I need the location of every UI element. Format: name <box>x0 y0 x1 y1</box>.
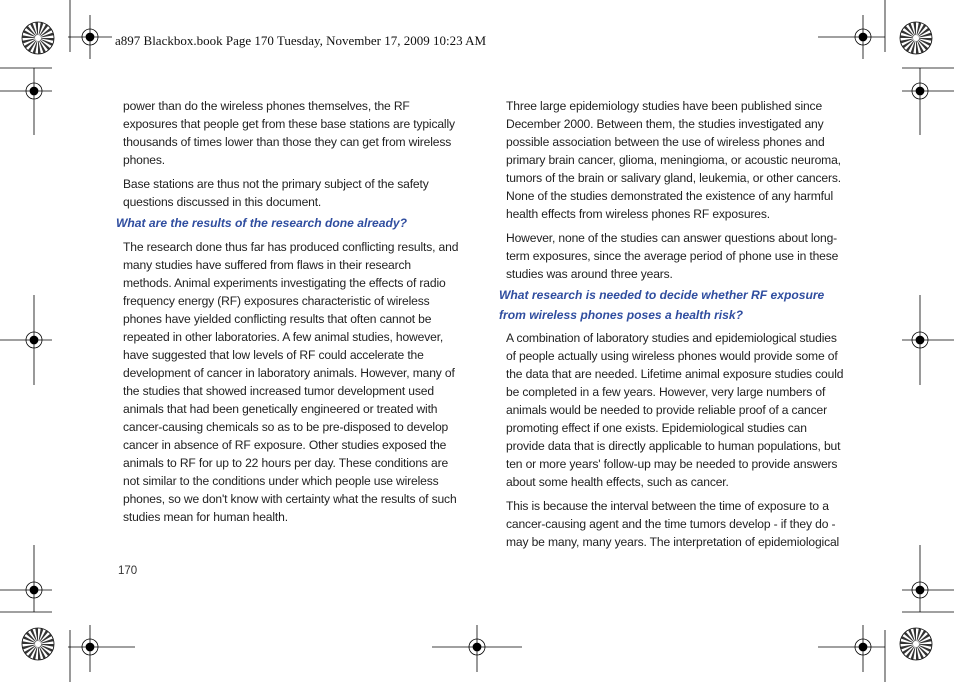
crosshair-mark <box>902 545 954 612</box>
page-number: 170 <box>118 565 138 577</box>
section-question-heading: What research is needed to decide whether RF exposure from wireless phones poses a health risk? <box>499 288 825 322</box>
crosshair-mark <box>68 625 135 682</box>
left-column <box>116 97 461 532</box>
sunburst-target-mark <box>22 22 54 54</box>
crosshair-mark <box>68 0 112 59</box>
crosshair-mark <box>818 625 885 682</box>
paragraph: Three large epidemiology studies have been published since December 2000. Between them, the studies investigated any possible association between the use of wireless phones and primary brain cancer, glioma, meningioma, or acoustic neuroma, tumors of the brain or salivary gland, leukemia, or other cancers. None of the studies demonstrated the existence of any harmful health effects from wireless phones RF exposures. <box>506 99 841 221</box>
paragraph: Base stations are thus not the primary subject of the safety questions discussed in this document. <box>123 177 429 209</box>
sunburst-target-mark <box>900 22 932 54</box>
crosshair-mark <box>0 295 52 385</box>
crosshair-mark <box>902 68 954 135</box>
crosshair-mark <box>818 0 885 59</box>
paragraph: The research done thus far has produced conflicting results, and many studies have suffered from flaws in their research methods. Animal experiments investigating the effects of radio frequency energy (RF) exposures characteristic of wireless phones have yielded conflicting results that often cannot be repeated in other laboratories. A few animal studies, however, have suggested that low levels of RF could accelerate the development of cancer in laboratory animals. However, many of the studies that showed increased tumor development used animals that had been genetically engineered or treated with cancer-causing chemicals so as to be pre-disposed to develop cancer in absence of RF exposure. Other studies exposed the animals to RF for up to 22 hours per day. These conditions are not similar to the conditions under which people use wireless phones, so we don't know with certainty what the results of such studies mean for human health. <box>123 239 459 524</box>
paragraph: power than do the wireless phones themselves, the RF exposures that people get from these base stations are typically thousands of times lower than those they can get from wireless phones. <box>123 99 455 167</box>
paragraph: A combination of laboratory studies and epidemiological studies of people actually using wireless phones would provide some of the data that are needed. Lifetime animal exposure studies could be completed in a few years. However, very large numbers of animals would be needed to provide reliable proof of a cancer promoting effect if one exists. Epidemiological studies can provide data that is directly applicable to human populations, but ten or more years' follow-up may be needed to provide answers about some health effects, such as cancer. <box>506 331 844 489</box>
crosshair-mark <box>0 545 52 612</box>
section-question-heading: What are the results of the research done already? <box>116 216 408 230</box>
crosshair-mark <box>902 295 954 385</box>
right-column <box>499 97 844 557</box>
sunburst-target-mark <box>22 628 54 660</box>
paragraph: This is because the interval between the time of exposure to a cancer-causing agent and the time tumors develop - if they do - may be many, many years. The interpretation of epidemiological <box>506 499 840 549</box>
print-header: a897 Blackbox.book Page 170 Tuesday, November 17, 2009 10:23 AM <box>115 33 487 48</box>
crosshair-mark <box>0 68 52 135</box>
paragraph: However, none of the studies can answer questions about long-term exposures, since the average period of phone use in these studies was around three years. <box>506 231 839 281</box>
crosshair-mark <box>432 625 522 672</box>
sunburst-target-mark <box>900 628 932 660</box>
